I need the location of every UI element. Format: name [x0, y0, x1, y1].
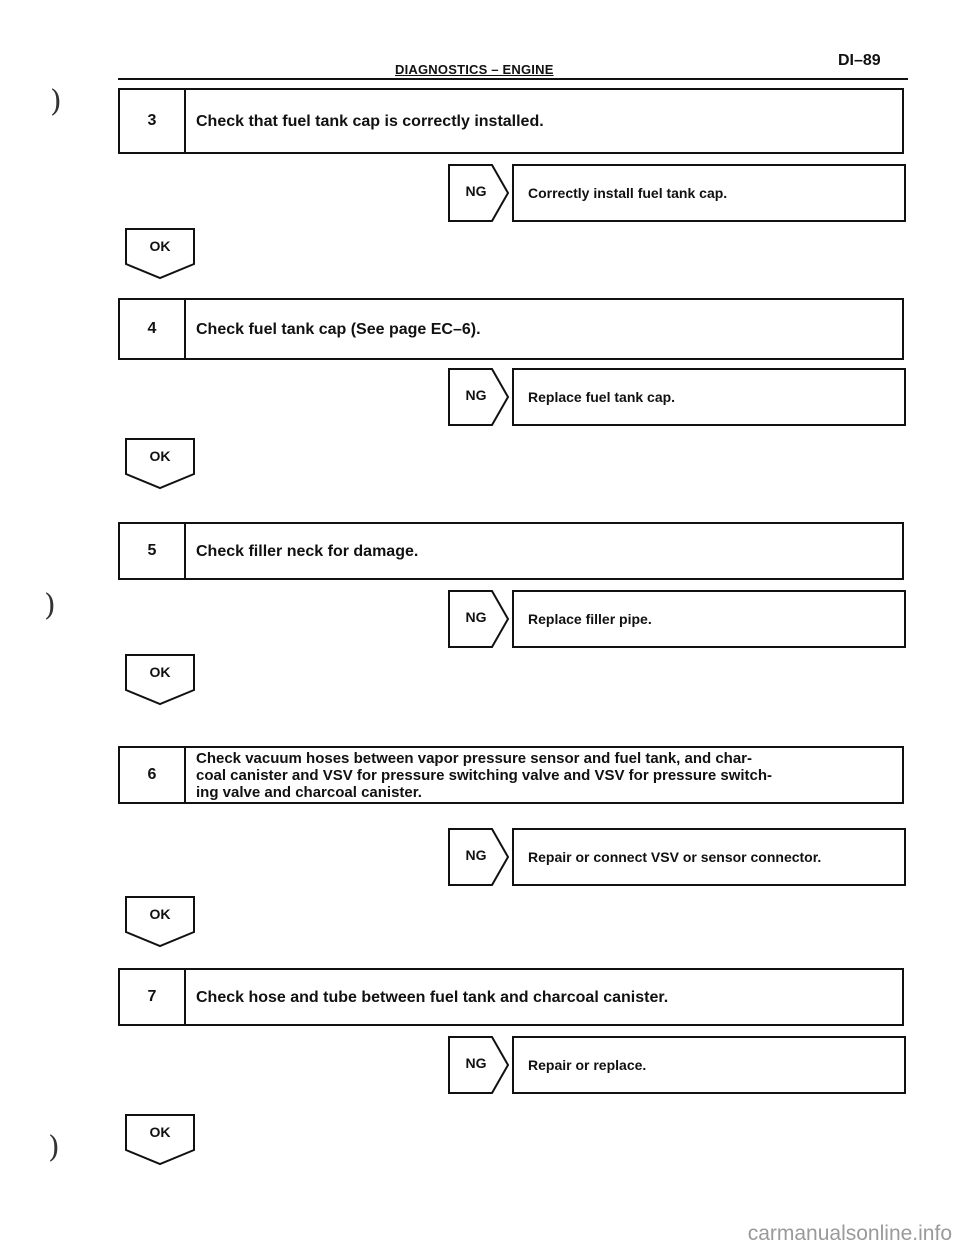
ng-action: Correctly install fuel tank cap. [512, 164, 906, 222]
ok-label: OK [149, 664, 171, 680]
step-instruction: Check hose and tube between fuel tank and charcoal canister. [196, 988, 669, 1006]
ng-action: Repair or connect VSV or sensor connector. [512, 828, 906, 886]
step-box-4 [118, 298, 904, 360]
binding-mark-icon: ) [50, 84, 62, 119]
step-number: 5 [120, 524, 186, 578]
ok-tag-5 [125, 654, 197, 706]
ng-label: NG [465, 387, 487, 403]
step-instruction: Check that fuel tank cap is correctly installed. [196, 112, 544, 130]
step-number: 4 [120, 300, 186, 358]
ok-label: OK [149, 238, 171, 254]
section-title: DIAGNOSTICS – ENGINE [395, 62, 554, 77]
page-number: DI–89 [838, 52, 881, 69]
ok-tag-6 [125, 896, 197, 948]
ok-tag-4 [125, 438, 197, 490]
step-instruction: Check fuel tank cap (See page EC–6). [196, 320, 481, 338]
step-box-3 [118, 88, 904, 154]
ok-arrow-icon [125, 896, 197, 948]
ng-label: NG [465, 183, 487, 199]
step-instruction-line: coal canister and VSV for pressure switching valve and VSV for pressure switch- [196, 767, 773, 784]
step-box-7 [118, 968, 904, 1026]
binding-mark-icon: ) [44, 588, 56, 623]
step-box-6 [118, 746, 904, 804]
ok-label: OK [149, 906, 171, 922]
binding-mark-icon: ) [48, 1130, 60, 1165]
ok-arrow-icon [125, 228, 197, 280]
ok-label: OK [149, 448, 171, 464]
ok-tag-3 [125, 228, 197, 280]
ng-action: Repair or replace. [512, 1036, 906, 1094]
ok-arrow-icon [125, 1114, 197, 1166]
step-instruction-line: Check vacuum hoses between vapor pressure sensor and fuel tank, and char- [196, 750, 753, 767]
ng-tag [448, 590, 510, 648]
ok-label: OK [149, 1124, 171, 1140]
ng-tag [448, 828, 510, 886]
watermark: carmanualsonline.info [747, 1222, 952, 1245]
ok-arrow-icon [125, 438, 197, 490]
header-rule [118, 78, 908, 80]
ng-tag [448, 164, 510, 222]
step-instruction [186, 748, 902, 802]
step-number: 6 [120, 748, 186, 802]
step-number: 3 [120, 90, 186, 152]
ng-tag [448, 1036, 510, 1094]
ng-label: NG [465, 609, 487, 625]
ng-tag [448, 368, 510, 426]
ok-arrow-icon [125, 654, 197, 706]
step-instruction: Check filler neck for damage. [196, 542, 419, 560]
ok-tag-7 [125, 1114, 197, 1166]
ng-label: NG [465, 847, 487, 863]
step-instruction-line: ing valve and charcoal canister. [196, 784, 422, 801]
step-number: 7 [120, 970, 186, 1024]
step-box-5 [118, 522, 904, 580]
ng-label: NG [465, 1055, 487, 1071]
ng-action: Replace fuel tank cap. [512, 368, 906, 426]
ng-action: Replace filler pipe. [512, 590, 906, 648]
